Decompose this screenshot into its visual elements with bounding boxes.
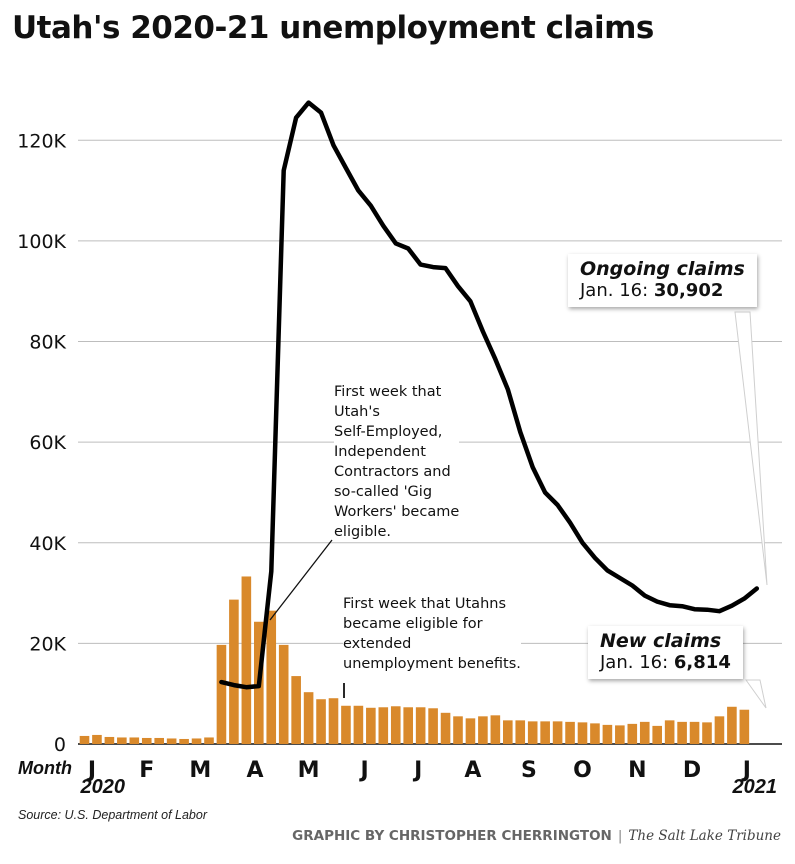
new-claims-bar xyxy=(628,724,638,744)
y-tick-label: 80K xyxy=(29,331,66,354)
month-tick-label: O xyxy=(573,758,592,783)
new-claims-bar xyxy=(304,692,314,744)
new-claims-bar xyxy=(92,735,102,744)
new-claims-bar xyxy=(466,718,476,744)
ongoing-claims-value-line xyxy=(580,280,745,301)
new-claims-bar xyxy=(316,699,326,744)
new-claims-bar xyxy=(242,576,252,744)
new-claims-bar xyxy=(615,725,625,744)
y-tick-label: 20K xyxy=(29,633,66,656)
month-tick-label: A xyxy=(464,758,482,783)
new-claims-bar xyxy=(192,738,202,744)
new-claims-bar xyxy=(391,706,401,744)
year-label: 2020 xyxy=(80,776,125,798)
new-claims-bar xyxy=(217,645,227,744)
year-label: 2021 xyxy=(732,776,777,798)
month-tick-label: M xyxy=(189,758,212,783)
new-claims-bar xyxy=(291,676,301,744)
annotation-line: Workers' became xyxy=(334,504,460,520)
month-tick-label: J xyxy=(87,758,97,783)
new-claims-bar xyxy=(204,737,214,744)
new-claims-bar xyxy=(142,738,152,744)
new-claims-bar xyxy=(80,736,90,744)
month-tick-label: N xyxy=(628,758,647,783)
new-claims-bar xyxy=(677,722,687,744)
month-tick-label: M xyxy=(297,758,320,783)
annotation-line: extended xyxy=(343,636,412,652)
y-tick-label: 100K xyxy=(17,230,66,253)
new-claims-bar xyxy=(740,710,750,744)
ongoing-callout-pointer xyxy=(735,312,767,585)
new-claims-value: 6,814 xyxy=(673,652,731,673)
x-axis-label: Month xyxy=(18,758,72,778)
new-claims-bar xyxy=(565,722,575,744)
source-note: Source: U.S. Department of Labor xyxy=(18,808,207,822)
gig-annotation-leader xyxy=(270,540,332,620)
y-tick-label: 120K xyxy=(17,130,66,153)
new-claims-bar xyxy=(578,722,588,744)
new-claims-bar xyxy=(279,645,289,744)
new-claims-bar xyxy=(478,716,488,744)
y-tick-label: 40K xyxy=(29,532,66,555)
new-claims-bar xyxy=(117,737,127,744)
new-claims-callout xyxy=(588,626,743,679)
annotation-line: eligible. xyxy=(334,524,391,540)
new-claims-bar xyxy=(366,708,376,744)
new-claims-bar xyxy=(491,715,501,744)
new-claims-bar xyxy=(105,737,115,744)
ongoing-claims-value: 30,902 xyxy=(653,280,724,301)
y-tick-label: 0 xyxy=(53,734,66,756)
new-claims-caption: New claims xyxy=(600,630,722,652)
new-claims-bar xyxy=(403,707,413,744)
month-tick-label: S xyxy=(521,758,537,783)
new-claims-bar xyxy=(266,611,276,744)
annotation-line: Utah's xyxy=(334,404,380,420)
new-claims-value-line xyxy=(600,652,731,673)
new-claims-bar xyxy=(640,722,650,744)
x-axis xyxy=(18,758,751,783)
y-tick-label: 60K xyxy=(29,432,66,455)
new-claims-bar xyxy=(154,738,164,744)
ongoing-claims-date: Jan. 16: xyxy=(580,280,649,301)
new-claims-bar xyxy=(540,721,550,744)
new-claims-bar xyxy=(652,726,662,744)
month-tick-label: J xyxy=(360,758,369,783)
annotation-line: unemployment benefits. xyxy=(343,656,521,672)
credit-publisher: The Salt Lake Tribune xyxy=(628,828,781,844)
new-claims-bar xyxy=(441,713,451,744)
new-claims-bar xyxy=(515,720,525,744)
new-claims-bar xyxy=(130,737,140,744)
new-claims-bar xyxy=(179,739,189,744)
annotation-line: First week that Utahns xyxy=(343,596,507,612)
new-claims-bar xyxy=(503,720,513,744)
month-tick-label: J xyxy=(414,758,423,783)
credit-separator: | xyxy=(617,828,623,844)
new-claims-bar xyxy=(528,721,538,744)
new-claims-bar xyxy=(727,707,737,744)
new-claims-bar xyxy=(665,720,675,744)
new-claims-bar xyxy=(553,721,563,744)
annotation-line: Self-Employed, xyxy=(334,424,443,440)
annotation-line: so-called 'Gig xyxy=(334,484,433,500)
gig-workers-annotation xyxy=(334,382,459,542)
ongoing-claims-callout xyxy=(568,254,757,307)
y-tick-labels xyxy=(17,130,66,756)
chart-title: Utah's 2020-21 unemployment claims xyxy=(12,10,654,46)
annotation-line: Contractors and xyxy=(334,464,451,480)
new-claims-bar xyxy=(167,738,177,744)
month-tick-label: F xyxy=(139,758,155,783)
new-callout-pointer xyxy=(746,680,766,708)
new-claims-bar xyxy=(453,716,463,744)
month-tick-label: J xyxy=(742,758,751,783)
annotation-line: became eligible for xyxy=(343,616,483,632)
new-claims-bar xyxy=(428,708,438,744)
new-claims-bar xyxy=(379,707,389,744)
credit-line xyxy=(292,828,781,844)
month-tick-label: A xyxy=(246,758,264,783)
new-claims-bar xyxy=(590,723,600,744)
new-claims-bar xyxy=(690,722,700,744)
new-claims-bar xyxy=(329,698,339,744)
new-claims-bar xyxy=(229,600,239,744)
new-claims-bar xyxy=(341,706,351,744)
extended-benefits-annotation xyxy=(343,594,521,674)
new-claims-bar xyxy=(603,725,613,744)
month-tick-label: D xyxy=(682,758,702,783)
new-claims-date: Jan. 16: xyxy=(600,652,669,673)
annotation-line: Independent xyxy=(334,444,426,460)
new-claims-bar xyxy=(702,722,712,744)
credit-author: GRAPHIC BY CHRISTOPHER CHERRINGTON xyxy=(292,828,612,844)
annotation-line: First week that xyxy=(334,384,442,400)
ongoing-claims-caption: Ongoing claims xyxy=(580,258,745,280)
new-claims-bar xyxy=(354,706,364,744)
new-claims-bar xyxy=(416,707,426,744)
new-claims-bar xyxy=(715,716,725,744)
